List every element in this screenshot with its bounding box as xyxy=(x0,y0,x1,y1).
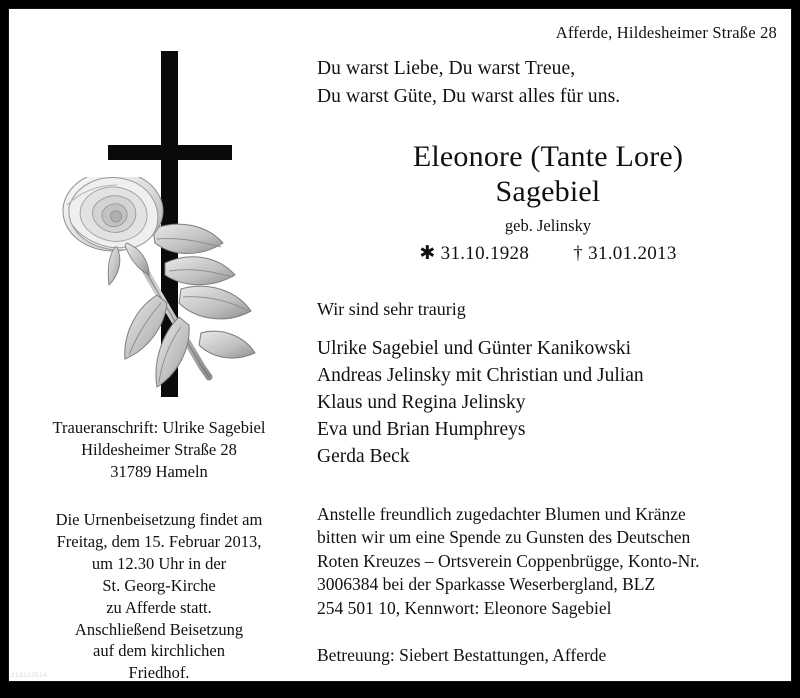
funeral-info-line: Die Urnenbeisetzung findet am xyxy=(55,509,263,529)
deceased-name-block xyxy=(317,140,779,265)
survivors-list xyxy=(317,336,779,471)
mourning-intro: Wir sind sehr traurig xyxy=(317,298,466,319)
memorial-verse xyxy=(317,55,779,110)
survivor-line: Klaus und Regina Jelinsky xyxy=(317,391,526,413)
cross-and-rose-graphic xyxy=(9,37,309,407)
location-line: Afferde, Hildesheimer Straße 28 xyxy=(555,23,777,42)
donation-note-line: 3006384 bei der Sparkasse Weserbergland, BLZ xyxy=(317,574,656,595)
left-text-column xyxy=(9,417,309,682)
memorial-verse-line: Du warst Liebe, Du warst Treue, xyxy=(317,58,576,79)
left-column xyxy=(9,37,309,682)
funeral-info-line: auf dem kirchlichen xyxy=(93,641,225,661)
mourning-address-line: Traueranschrift: Ulrike Sagebiel xyxy=(52,418,266,437)
deceased-life-dates xyxy=(317,242,779,265)
deceased-name-last: Sagebiel xyxy=(495,175,601,209)
memorial-verse-line: Du warst Güte, Du warst alles für uns. xyxy=(317,85,621,107)
mourning-address xyxy=(9,417,309,483)
donation-note xyxy=(317,503,779,621)
funeral-info-line: Anschließend Beisetzung xyxy=(74,619,244,639)
funeral-info-line: Friedhof. xyxy=(128,663,190,682)
mourning-address-line: Hildesheimer Straße 28 xyxy=(81,439,237,459)
funeral-info-line: zu Afferde statt. xyxy=(106,597,212,617)
undertaker-note: Betreuung: Siebert Bestattungen, Afferde xyxy=(317,644,607,665)
funeral-info-line: um 12.30 Uhr in der xyxy=(91,553,227,573)
birth-date: 31.10.1928 xyxy=(440,242,530,264)
funeral-info-line: St. Georg-Kirche xyxy=(102,575,216,595)
donation-note-line: bitten wir um eine Spende zu Gunsten des Deutschen xyxy=(317,527,691,548)
survivor-line: Ulrike Sagebiel und Günter Kanikowski xyxy=(317,337,632,359)
survivor-line: Gerda Beck xyxy=(317,445,410,467)
obituary-notice xyxy=(8,8,792,682)
right-column xyxy=(317,55,779,666)
deceased-maiden-name: geb. Jelinsky xyxy=(504,215,592,235)
donation-note-line: Anstelle freundlich zugedachter Blumen und Kränze xyxy=(317,503,686,524)
donation-note-line: Roten Kreuzes – Ortsverein Coppenbrügge, Konto-Nr. xyxy=(317,550,700,571)
mourning-address-line: 31789 Hameln xyxy=(110,461,208,481)
birth-star-icon: ✱ xyxy=(419,242,436,264)
survivor-line: Andreas Jelinsky mit Christian und Julian xyxy=(317,364,644,386)
funeral-info xyxy=(9,509,309,682)
funeral-info-line: Freitag, dem 15. Februar 2013, xyxy=(56,531,262,551)
death-cross-icon: † xyxy=(573,242,584,264)
donation-note-line: 254 501 10, Kennwort: Eleonore Sagebiel xyxy=(317,598,612,618)
cross-icon-horizontal-bar xyxy=(108,145,232,160)
death-date: 31.01.2013 xyxy=(588,242,677,264)
deceased-name-first: Eleonore (Tante Lore) xyxy=(412,140,684,174)
rose-icon xyxy=(61,177,276,397)
survivor-line: Eva und Brian Humphreys xyxy=(317,418,526,440)
reference-code: 213122514 xyxy=(11,672,48,679)
obituary-inner xyxy=(9,9,791,681)
